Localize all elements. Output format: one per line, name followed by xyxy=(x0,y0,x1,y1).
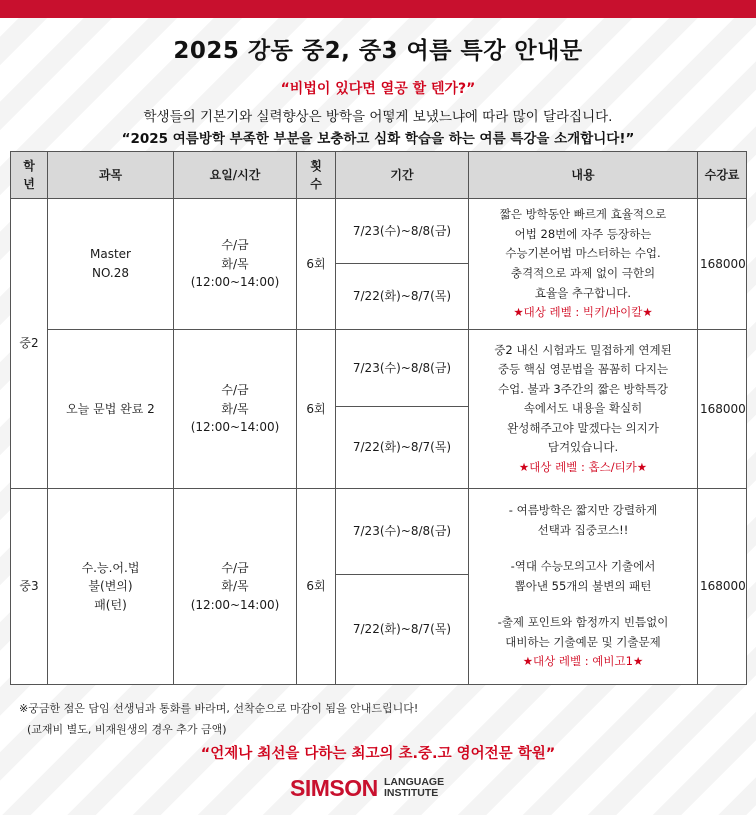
course-cell: Master NO.28 xyxy=(48,199,174,330)
header-sessions: 횟수 xyxy=(297,152,336,199)
table-header-row xyxy=(11,152,747,199)
header-fee: 수강료 xyxy=(698,152,747,199)
sessions-cell: 6회 xyxy=(297,330,336,489)
content-cell: 짧은 방학동안 빠르게 효율적으로 어법 28번에 자주 등장하는 수능기본어법 마스터하는 수업. 충격적으로 과제 없이 극한의 효율을 추구합니다. ★대상 레벨 : 빅키/바이칼★ xyxy=(469,199,698,330)
header-course: 과목 xyxy=(48,152,174,199)
period-cell: 7/23(수)~8/8(금) xyxy=(336,489,469,575)
grade-cell: 중2 xyxy=(11,199,48,489)
schedule-cell: 수/금 화/목 (12:00~14:00) xyxy=(174,330,297,489)
table-row xyxy=(11,489,747,575)
target-level: ★대상 레벨 : 홉스/티카★ xyxy=(518,459,648,474)
content-cell: - 여름방학은 짧지만 강렬하게 선택과 집중코스!! -역대 수능모의고사 기출에서 뽑아낸 55개의 불변의 패턴 -출제 포인트와 함정까지 빈틈없이 대비하는 기출예문 및 기출문제 ★대상 레벨 : 예비고1★ xyxy=(469,489,698,685)
period-cell: 7/23(수)~8/8(금) xyxy=(336,199,469,264)
fee-cell: 168000 xyxy=(698,489,747,685)
course-cell: 수.능.어.법 불(변의) 패(턴) xyxy=(48,489,174,685)
period-cell: 7/23(수)~8/8(금) xyxy=(336,330,469,407)
fee-note: (교재비 별도, 비재원생의 경우 추가 금액) xyxy=(27,723,227,736)
period-cell: 7/22(화)~8/7(목) xyxy=(336,264,469,330)
schedule-cell: 수/금 화/목 (12:00~14:00) xyxy=(174,489,297,685)
target-level: ★대상 레벨 : 빅키/바이칼★ xyxy=(513,305,653,320)
content-cell: 중2 내신 시험과도 밀접하게 연계된 중등 핵심 영문법을 꼼꼼히 다지는 수업. 불과 3주간의 짧은 방학특강 속에서도 내용을 확실히 완성해주고야 말겠다는 의지가 담겨있습니다. ★대상 레벨 : 홉스/티카★ xyxy=(469,330,698,489)
table-row xyxy=(11,199,747,264)
table-row xyxy=(11,330,747,407)
header-grade: 학년 xyxy=(11,152,48,199)
sessions-cell: 6회 xyxy=(297,489,336,685)
course-schedule-table xyxy=(10,151,747,685)
slogan: “언제나 최선을 다하는 최고의 초.중.고 영어전문 학원” xyxy=(200,746,556,762)
logo-subtitle: LANGUAGE INSTITUTE xyxy=(384,776,445,799)
period-cell: 7/22(화)~8/7(목) xyxy=(336,407,469,489)
page-title: 2025 강동 중2, 중3 여름 특강 안내문 xyxy=(173,38,583,64)
period-cell: 7/22(화)~8/7(목) xyxy=(336,575,469,685)
fee-cell: 168000 xyxy=(698,330,747,489)
headline-quote: “비법이 있다면 열공 할 텐가?” xyxy=(280,81,476,97)
intro-line-2: “2025 여름방학 부족한 부분을 보충하고 심화 학습을 하는 여름 특강을 소개합니다!” xyxy=(121,131,635,147)
grade-cell: 중3 xyxy=(11,489,48,685)
header-period: 기간 xyxy=(336,152,469,199)
header-schedule: 요일/시간 xyxy=(174,152,297,199)
fee-cell: 168000 xyxy=(698,199,747,330)
logo-wordmark: SIMSON xyxy=(290,775,378,801)
simson-logo xyxy=(290,775,470,805)
sessions-cell: 6회 xyxy=(297,199,336,330)
intro-line-1: 학생들의 기본기와 실력향상은 방학을 어떻게 보냈느냐에 따라 많이 달라집니다. xyxy=(143,109,613,125)
target-level: ★대상 레벨 : 예비고1★ xyxy=(522,654,644,669)
header-content: 내용 xyxy=(469,152,698,199)
course-cell: 오늘 문법 완료 2 xyxy=(48,330,174,489)
inquiry-note: ※궁금한 점은 담임 선생님과 통화를 바라며, 선착순으로 마감이 됨을 안내드립니다! xyxy=(19,702,419,715)
schedule-cell: 수/금 화/목 (12:00~14:00) xyxy=(174,199,297,330)
